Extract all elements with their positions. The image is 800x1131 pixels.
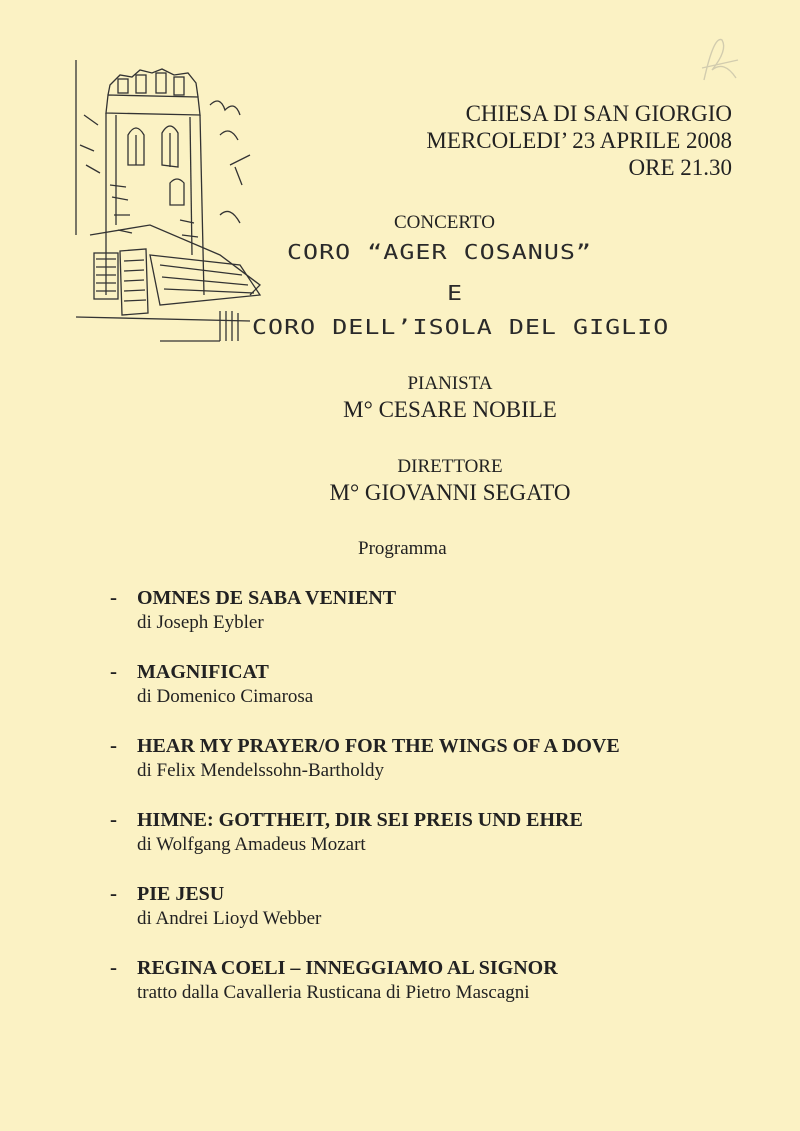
concert-time: ORE 21.30 bbox=[628, 155, 732, 180]
program-item bbox=[110, 733, 750, 807]
church-name: CHIESA DI SAN GIORGIO bbox=[465, 101, 732, 126]
header-block bbox=[426, 100, 732, 181]
piece-title: OMNES DE SABA VENIENT bbox=[137, 587, 397, 609]
concert-date: MERCOLEDI’ 23 APRILE 2008 bbox=[426, 128, 732, 153]
director-block bbox=[0, 455, 800, 507]
list-dash: - bbox=[110, 881, 117, 905]
pianist-name: M° CESARE NOBILE bbox=[343, 397, 557, 422]
pianist-block bbox=[0, 372, 800, 424]
concert-label: CONCERTO bbox=[394, 212, 495, 233]
piece-author: di Wolfgang Amadeus Mozart bbox=[137, 834, 366, 855]
list-dash: - bbox=[110, 955, 117, 979]
pianist-role: PIANISTA bbox=[407, 373, 493, 394]
piece-title: REGINA COELI – INNEGGIAMO AL SIGNOR bbox=[137, 957, 558, 979]
program-item bbox=[110, 881, 750, 955]
piece-author: di Andrei Lioyd Webber bbox=[137, 908, 322, 929]
signature-mark bbox=[694, 30, 744, 90]
choir-one-name: CORO “AGER COSANUS” bbox=[287, 240, 592, 264]
director-role: DIRETTORE bbox=[397, 456, 503, 477]
choir-two-name: CORO DELL’ISOLA DEL GIGLIO bbox=[252, 315, 670, 339]
program-item bbox=[110, 955, 750, 1029]
list-dash: - bbox=[110, 807, 117, 831]
list-dash: - bbox=[110, 659, 117, 683]
director-name: M° GIOVANNI SEGATO bbox=[329, 480, 571, 505]
program-title: Programma bbox=[358, 538, 447, 559]
piece-author: tratto dalla Cavalleria Rusticana di Pietro Mascagni bbox=[137, 982, 530, 1003]
program-list bbox=[110, 585, 750, 1029]
piece-title: HEAR MY PRAYER/O FOR THE WINGS OF A DOVE bbox=[137, 735, 620, 757]
piece-author: di Felix Mendelssohn-Bartholdy bbox=[137, 760, 384, 781]
choir-conjunction: E bbox=[447, 281, 464, 305]
program-item bbox=[110, 807, 750, 881]
list-dash: - bbox=[110, 733, 117, 757]
piece-author: di Domenico Cimarosa bbox=[137, 686, 314, 707]
tower-sketch-illustration bbox=[70, 55, 290, 345]
program-item bbox=[110, 585, 750, 659]
list-dash: - bbox=[110, 585, 117, 609]
piece-author: di Joseph Eybler bbox=[137, 612, 264, 633]
piece-title: MAGNIFICAT bbox=[137, 661, 269, 683]
program-item bbox=[110, 659, 750, 733]
piece-title: HIMNE: GOTTHEIT, DIR SEI PREIS UND EHRE bbox=[137, 809, 583, 831]
piece-title: PIE JESU bbox=[137, 883, 225, 905]
